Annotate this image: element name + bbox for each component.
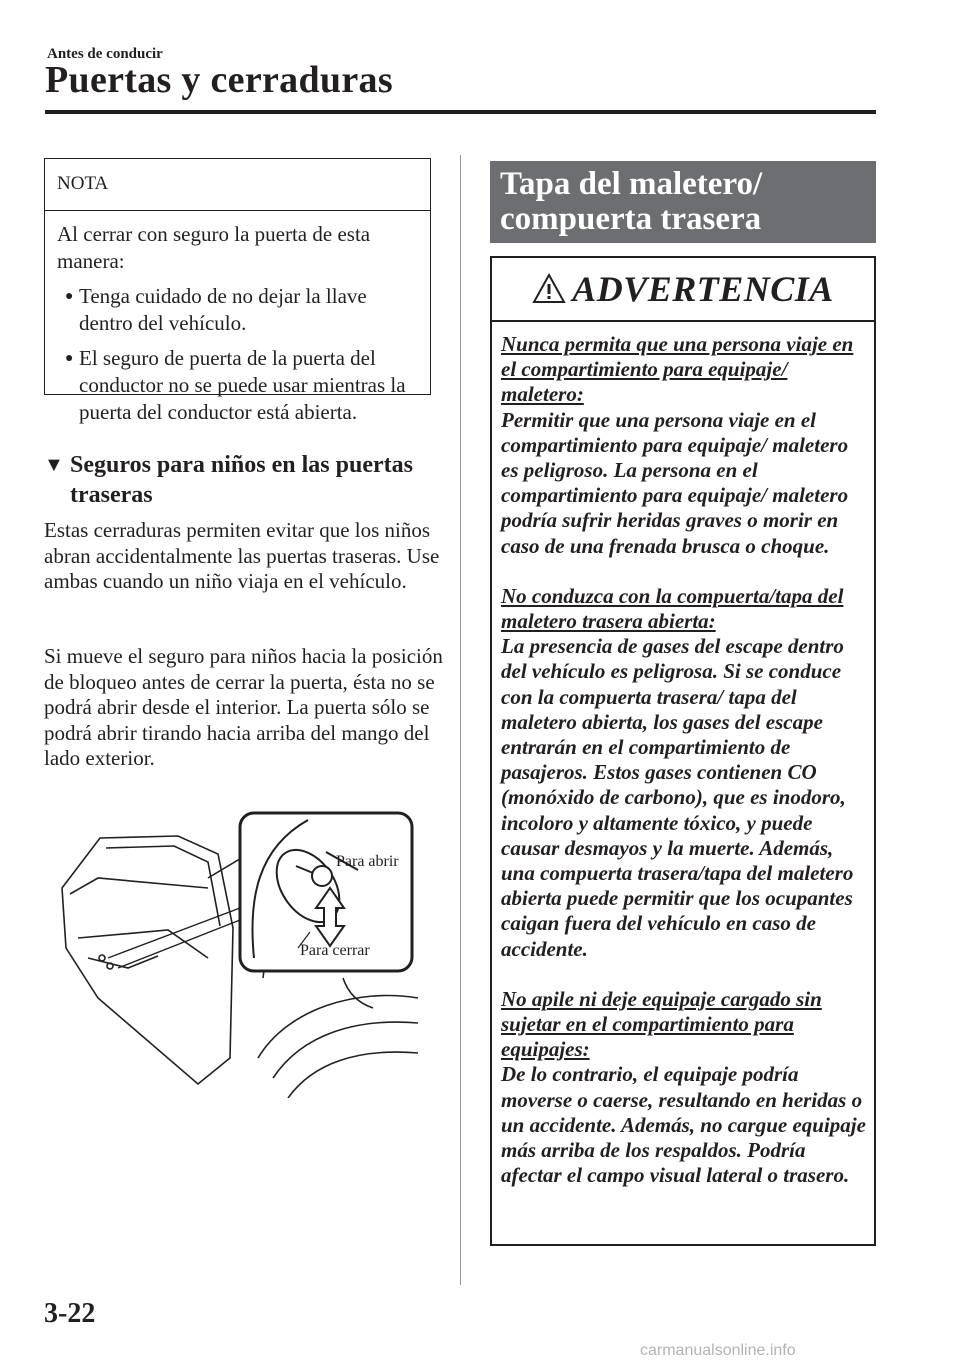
note-bullet-text: El seguro de puerta de la puerta del conductor no se puede usar mientras la puerta del conductor está abierta.: [79, 346, 406, 424]
warning-block-text: De lo contrario, el equipaje podría moverse o caerse, resultando en heridas o un accidente. Además, no cargue equipaje más arriba de los respaldos. Podría afectar el campo visual lateral o trasero.: [501, 1062, 866, 1188]
child-locks-paragraph-1: Estas cerraduras permiten evitar que los niños abran accidentalmente las puertas traseras. Use ambas cuando un niño viaja en el vehículo.: [44, 518, 440, 593]
note-box: [44, 158, 431, 424]
trunk-section-title: Tapa del maletero/ compuerta trasera: [490, 161, 876, 243]
note-bullet-text: Tenga cuidado de no dejar la llave dentro del vehículo.: [79, 284, 367, 335]
page-title: Puertas y cerraduras: [45, 59, 393, 101]
page-number: 3-22: [44, 1298, 96, 1329]
bullet-dot-icon: ●: [65, 289, 74, 304]
child-lock-illustration: [58, 808, 418, 1098]
child-locks-paragraph-2: Si mueve el seguro para niños hacia la posición de bloqueo antes de cerrar la puerta, ésta no se podrá abrir desde el interior. La puerta sólo se podrá abrir tirando hacia arriba del mango del lado exterior.: [44, 644, 443, 770]
warning-block-text: Permitir que una persona viaje en el compartimiento para equipaje/ maletero es peligroso. La persona en el compartimiento para equipaje/ maletero podría sufrir heridas graves o morir en caso de una frenada brusca o choque.: [501, 407, 849, 558]
label-para-abrir: Para abrir: [336, 853, 399, 870]
warning-block-heading: No conduzca con la compuerta/tapa del maletero trasera abierta:: [501, 583, 844, 634]
section-label: Antes de conducir: [47, 46, 163, 62]
warning-body: [492, 322, 874, 1189]
footer-watermark: carmanualsonline.info: [640, 1342, 796, 1359]
warning-block-heading: No apile ni deje equipaje cargado sin sujetar en el compartimiento para equipajes:: [501, 986, 822, 1062]
warning-triangle-icon: [532, 273, 566, 305]
header-rule: [45, 110, 876, 114]
label-para-cerrar: Para cerrar: [300, 942, 370, 959]
warning-block-heading: Nunca permita que una persona viaje en el compartimiento para equipaje/ maletero:: [501, 332, 854, 407]
warning-block-3: [501, 987, 866, 1189]
warning-label: ADVERTENCIA: [572, 269, 834, 309]
warning-block-2: [501, 584, 866, 962]
triangle-down-icon: ▼: [44, 454, 64, 476]
note-title: NOTA: [45, 159, 430, 211]
note-intro: Al cerrar con seguro la puerta de esta manera:: [57, 222, 371, 273]
warning-block-text: La presencia de gases del escape dentro del vehículo es peligrosa. Si se conduce con la compuerta trasera/ tapa del maletero abierta, los gases del escape entrarán en el compartimiento de pasajeros. Estos gases contienen CO (monóxido de carbono), que es inodoro, incoloro y altamente tóxico, y puede causar desmayos y la muerte. Además, una compuerta trasera/tapa del maletero abierta puede permitir que los ocupantes caigan fuera del vehículo en caso de accidente.: [501, 634, 854, 961]
child-locks-heading-text: Seguros para niños en las puertas traseras: [70, 452, 413, 508]
warning-block-1: [501, 332, 866, 559]
warning-box: [490, 256, 876, 1246]
child-locks-heading: [44, 450, 444, 510]
note-bullet: [57, 345, 418, 426]
warning-header: [492, 258, 874, 322]
column-divider: [460, 155, 461, 1285]
bullet-dot-icon: ●: [65, 351, 74, 366]
note-bullet: [57, 283, 418, 337]
note-body: [45, 211, 430, 426]
